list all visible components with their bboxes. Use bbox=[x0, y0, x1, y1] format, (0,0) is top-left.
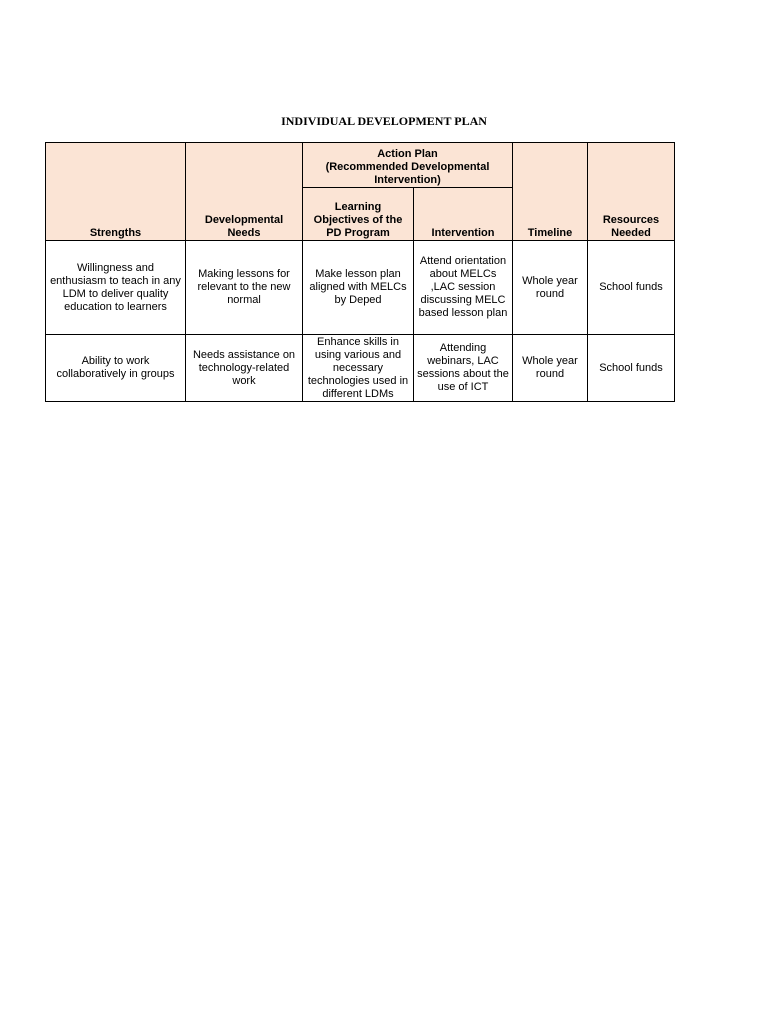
table-row bbox=[46, 335, 675, 402]
cell-resources-needed: School funds bbox=[588, 241, 675, 335]
header-resources-needed: Resources Needed bbox=[588, 143, 675, 241]
development-plan-table bbox=[45, 142, 675, 402]
header-intervention: Intervention bbox=[414, 188, 513, 241]
header-action-plan: Action Plan (Recommended Developmental Intervention) bbox=[303, 143, 513, 188]
cell-learning-objectives: Enhance skills in using various and necessary technologies used in different LDMs bbox=[303, 335, 414, 402]
header-developmental-needs: Developmental Needs bbox=[186, 143, 303, 241]
document-title: INDIVIDUAL DEVELOPMENT PLAN bbox=[281, 114, 487, 128]
cell-intervention: Attend orientation about MELCs ,LAC session discussing MELC based lesson plan bbox=[414, 241, 513, 335]
header-strengths: Strengths bbox=[46, 143, 186, 241]
cell-resources-needed: School funds bbox=[588, 335, 675, 402]
header-timeline: Timeline bbox=[513, 143, 588, 241]
cell-strengths: Ability to work collaboratively in groups bbox=[46, 335, 186, 402]
header-learning-objectives: Learning Objectives of the PD Program bbox=[303, 188, 414, 241]
header-row bbox=[46, 143, 675, 188]
cell-strengths: Willingness and enthusiasm to teach in any LDM to deliver quality education to learners bbox=[46, 241, 186, 335]
cell-intervention: Attending webinars, LAC sessions about the use of ICT bbox=[414, 335, 513, 402]
cell-developmental-needs: Needs assistance on technology-related work bbox=[186, 335, 303, 402]
table-row bbox=[46, 241, 675, 335]
cell-timeline: Whole year round bbox=[513, 335, 588, 402]
cell-timeline: Whole year round bbox=[513, 241, 588, 335]
cell-learning-objectives: Make lesson plan aligned with MELCs by Deped bbox=[303, 241, 414, 335]
cell-developmental-needs: Making lessons for relevant to the new normal bbox=[186, 241, 303, 335]
